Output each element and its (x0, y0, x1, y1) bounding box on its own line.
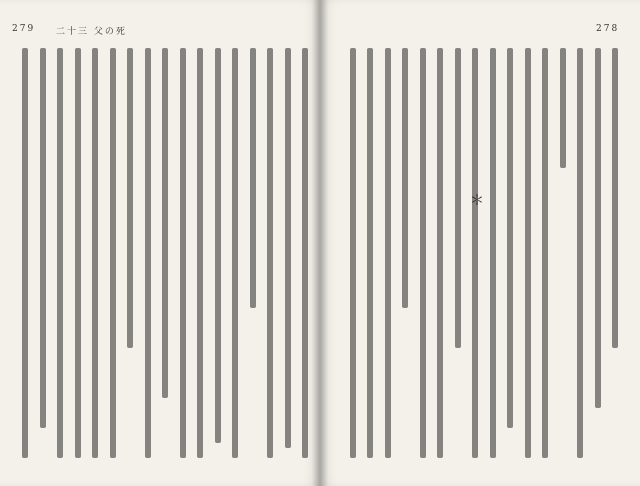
text-column (507, 48, 513, 428)
text-column (92, 48, 98, 458)
text-column (250, 48, 256, 308)
text-column (162, 48, 168, 398)
text-column (542, 48, 548, 458)
text-column (437, 48, 443, 458)
text-column (595, 48, 601, 408)
text-column (57, 48, 63, 458)
text-column (267, 48, 273, 458)
text-column (350, 48, 356, 458)
text-column (455, 48, 461, 348)
text-column (302, 48, 308, 458)
text-column (232, 48, 238, 458)
text-column (577, 48, 583, 458)
text-column (22, 48, 28, 458)
text-column (180, 48, 186, 458)
left-page-number: 279 (12, 24, 36, 34)
text-column (197, 48, 203, 458)
text-column (420, 48, 426, 458)
text-column (127, 48, 133, 348)
text-column (472, 48, 478, 458)
right-page-number: 278 (596, 24, 620, 34)
text-column (560, 48, 566, 168)
text-column (367, 48, 373, 458)
text-column (145, 48, 151, 458)
text-column (525, 48, 531, 458)
text-column (40, 48, 46, 428)
section-break-asterisk: ＊ (470, 193, 484, 209)
text-column (490, 48, 496, 458)
text-column (75, 48, 81, 458)
text-column (612, 48, 618, 348)
text-column (110, 48, 116, 458)
running-title: 二十三 父の死 (56, 27, 127, 37)
text-column (285, 48, 291, 448)
text-column (215, 48, 221, 443)
text-column (385, 48, 391, 458)
right-page (320, 0, 640, 486)
book-gutter (312, 0, 328, 486)
text-column (402, 48, 408, 308)
